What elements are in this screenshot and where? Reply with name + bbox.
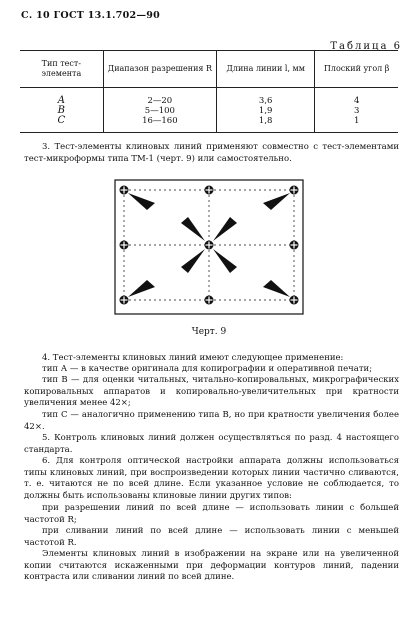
table-cell: C [20,116,103,133]
figure-caption: Черт. 9 [191,327,227,337]
paragraph-3: 3. Тест-элементы клиновых линий применяют совместно с тест-элементами тест-микроформы типа ТМ-1 (черт. 9) или самостоятельно. [24,142,399,164]
column-header: Тип тест-элемента [20,51,103,88]
table-cell: 5—100 [103,106,216,116]
table-cell: 3,6 [217,88,315,107]
paragraph-7: Элементы клиновых линий в изображении на экране или на увеличенной копии считаются искаженными при деформации контуров линий, падении контраста или сливании линий по всей длине. [24,549,399,582]
wedge-element [181,217,205,241]
paragraph-5: 5. Контроль клиновых линий должен осуществляться по разд. 4 настоящего стандарта. [24,433,399,455]
wedge-element [213,249,237,273]
paragraph-4c: тип С — аналогично применению типа В, но при кратности увеличения более 42×. [24,410,399,432]
column-header: Длина линии l, мм [217,51,315,88]
table-cell: 1,8 [217,116,315,133]
column-header: Плоский угол β [315,51,398,88]
table-cell: 16—160 [103,116,216,133]
column-header: Диапазон разрешения R [103,51,216,88]
wedge-element [213,217,237,241]
wedge-element [263,280,290,297]
wedge-element [128,280,155,297]
table-cell: 1 [315,116,398,133]
table-cell: B [57,105,65,116]
paragraph-6b: при сливании линий по всей длине — использовать линии с меньшей частотой R. [24,526,399,548]
table-cell: 3 [315,106,398,116]
paragraph-4a: тип А — в качестве оригинала для копирографии и оперативной печати; [42,364,373,374]
table-cell: 1,9 [217,106,315,116]
paragraph-4: 4. Тест-элементы клиновых линий имеют следующее применение: [42,353,344,363]
table-cell: 2—20 [103,88,216,107]
table-caption: Таблица 6 [330,41,402,52]
table-cell: A [57,95,65,106]
wedge-element [263,193,290,210]
paragraph-6: 6. Для контроля оптической настройки аппарата должны использоваться типы клиновых линий, при воспроизведении которых линии частично сливаются, т. е. читаются не по всей длине. Если указанное условие не соблюдается, то должны быть использованы клиновые линии других типов: [24,456,399,501]
paragraph-4b: тип В — для оценки читальных, читально-копировальных, микрографических копировальных аппаратов и копировально-увеличительных при кратности увеличения менее 42×; [24,375,399,408]
paragraph-6a: при разрешении линий по всей длине — использовать линии с большей частотой R; [24,503,399,525]
table-cell: 4 [315,88,398,107]
page-header: С. 10 ГОСТ 13.1.702—90 [21,10,161,21]
wedge-element [128,193,155,210]
wedge-element [181,249,205,273]
